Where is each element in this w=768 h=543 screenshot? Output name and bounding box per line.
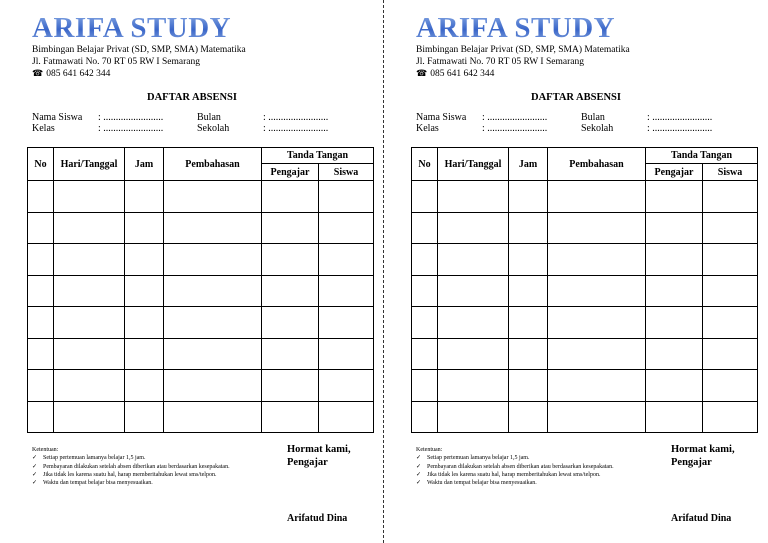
table-row: [28, 212, 374, 244]
table-cell: [54, 244, 125, 276]
table-cell: [54, 338, 125, 370]
table-cell: [703, 370, 758, 402]
table-row: [412, 212, 758, 244]
table-cell: [262, 212, 319, 244]
table-cell: [319, 370, 374, 402]
phone-number: 085 641 642 344: [46, 69, 111, 79]
table-cell: [125, 244, 164, 276]
table-cell: [262, 338, 319, 370]
table-cell: [319, 181, 374, 213]
signature-name: Arifatud Dina: [287, 513, 348, 524]
col-header-jam: Jam: [125, 148, 164, 181]
field-blank: : ........................: [482, 123, 548, 134]
table-cell: [412, 370, 438, 402]
table-row: [412, 275, 758, 307]
table-cell: [509, 212, 548, 244]
table-cell: [54, 370, 125, 402]
col-header-pengajar: Pengajar: [646, 164, 703, 181]
table-cell: [703, 181, 758, 213]
checkmark-icon: ✓: [416, 471, 422, 478]
table-cell: [412, 307, 438, 339]
field-label: Kelas: [32, 123, 55, 134]
table-body: [28, 181, 374, 433]
table-cell: [28, 181, 54, 213]
field-blank: : ........................: [647, 123, 713, 134]
field-blank: : ........................: [482, 112, 548, 123]
table-cell: [438, 307, 509, 339]
closing-block: [671, 443, 735, 469]
table-cell: [125, 212, 164, 244]
table-cell: [646, 212, 703, 244]
table-cell: [164, 401, 262, 433]
closing-role: Pengajar: [671, 457, 712, 468]
table-cell: [548, 275, 646, 307]
table-cell: [509, 370, 548, 402]
signature-name: Arifatud Dina: [671, 513, 732, 524]
checkmark-icon: ✓: [416, 455, 422, 462]
table-cell: [54, 275, 125, 307]
table-row: [28, 275, 374, 307]
table-row: [28, 370, 374, 402]
telephone-icon: ☎: [416, 68, 428, 78]
table-cell: [319, 244, 374, 276]
table-cell: [28, 401, 54, 433]
field-blank: : ........................: [98, 112, 164, 123]
table-row: [412, 370, 758, 402]
closing-role: Pengajar: [287, 457, 328, 468]
table-cell: [125, 181, 164, 213]
phone-number: 085 641 642 344: [430, 69, 495, 79]
table-cell: [438, 338, 509, 370]
table-cell: [548, 181, 646, 213]
table-cell: [164, 181, 262, 213]
col-header-no: No: [28, 148, 54, 181]
table-cell: [703, 212, 758, 244]
note-item: ✓ Waktu dan tempat belajar bisa menyesuaikan.: [32, 480, 153, 487]
col-header-pembahasan: Pembahasan: [548, 148, 646, 181]
field-blank: : ........................: [647, 112, 713, 123]
closing-greeting: Hormat kami,: [287, 444, 351, 455]
note-item: ✓ Setiap pertemuan lamanya belajar 1,5 jam.: [416, 455, 530, 462]
table-cell: [438, 401, 509, 433]
table-row: [28, 401, 374, 433]
col-header-pembahasan: Pembahasan: [164, 148, 262, 181]
table-cell: [125, 307, 164, 339]
table-cell: [646, 338, 703, 370]
note-item: ✓ Jika tidak les karena suatu hal, harap memberitahukan lewat sms/telpon.: [416, 471, 601, 478]
attendance-table: [27, 147, 374, 433]
table-cell: [703, 244, 758, 276]
field-label: Nama Siswa: [32, 112, 83, 123]
table-cell: [412, 181, 438, 213]
field-label: Sekolah: [197, 123, 230, 134]
telephone-icon: ☎: [32, 68, 44, 78]
phone-line: [32, 68, 110, 80]
closing-greeting: Hormat kami,: [671, 444, 735, 455]
field-label: Bulan: [197, 112, 221, 123]
table-cell: [262, 370, 319, 402]
table-cell: [412, 401, 438, 433]
field-blank: : ........................: [98, 123, 164, 134]
note-item: ✓ Waktu dan tempat belajar bisa menyesuaikan.: [416, 480, 537, 487]
brand-title: ARIFA STUDY: [416, 12, 616, 44]
col-header-hari: Hari/Tanggal: [438, 148, 509, 181]
field-blank: : ........................: [263, 112, 329, 123]
table-cell: [412, 338, 438, 370]
table-cell: [438, 275, 509, 307]
field-sekolah: [197, 123, 328, 135]
table-cell: [125, 401, 164, 433]
table-cell: [548, 212, 646, 244]
table-row: [28, 307, 374, 339]
field-label: Bulan: [581, 112, 605, 123]
brand-title: ARIFA STUDY: [32, 12, 232, 44]
table-cell: [548, 401, 646, 433]
table-cell: [164, 338, 262, 370]
phone-line: [416, 68, 494, 80]
table-cell: [548, 307, 646, 339]
checkmark-icon: ✓: [32, 480, 38, 487]
table-row: [28, 244, 374, 276]
checkmark-icon: ✓: [32, 455, 38, 462]
table-cell: [548, 244, 646, 276]
table-cell: [28, 307, 54, 339]
table-cell: [438, 244, 509, 276]
note-item: ✓ Setiap pertemuan lamanya belajar 1,5 jam.: [32, 455, 146, 462]
table-cell: [262, 181, 319, 213]
checkmark-icon: ✓: [416, 463, 422, 470]
table-cell: [438, 370, 509, 402]
table-cell: [125, 370, 164, 402]
table-cell: [703, 275, 758, 307]
col-header-siswa: Siswa: [703, 164, 758, 181]
table-row: [412, 181, 758, 213]
table-cell: [262, 401, 319, 433]
subtitle: Bimbingan Belajar Privat (SD, SMP, SMA) Matematika: [416, 45, 630, 55]
table-cell: [28, 212, 54, 244]
notes-heading: Ketentuan:: [416, 447, 443, 453]
col-header-no: No: [412, 148, 438, 181]
table-cell: [703, 338, 758, 370]
field-kelas: [416, 123, 547, 135]
table-cell: [262, 244, 319, 276]
table-cell: [509, 275, 548, 307]
col-header-tanda-tangan: Tanda Tangan: [262, 148, 374, 164]
table-cell: [319, 275, 374, 307]
table-cell: [319, 338, 374, 370]
checkmark-icon: ✓: [32, 463, 38, 470]
table-cell: [548, 338, 646, 370]
table-cell: [54, 401, 125, 433]
table-body: [412, 181, 758, 433]
table-cell: [164, 275, 262, 307]
table-cell: [509, 401, 548, 433]
table-cell: [412, 275, 438, 307]
table-cell: [438, 212, 509, 244]
col-header-hari: Hari/Tanggal: [54, 148, 125, 181]
document-title: DAFTAR ABSENSI: [147, 92, 237, 103]
table-cell: [164, 244, 262, 276]
table-cell: [548, 370, 646, 402]
notes-block: [416, 446, 666, 487]
address: Jl. Fatmawati No. 70 RT 05 RW I Semarang: [416, 57, 584, 67]
table-cell: [412, 212, 438, 244]
table-cell: [28, 244, 54, 276]
table-cell: [509, 244, 548, 276]
attendance-sheet-right: [384, 0, 768, 543]
table-cell: [28, 275, 54, 307]
table-cell: [125, 275, 164, 307]
col-header-jam: Jam: [509, 148, 548, 181]
table-cell: [509, 307, 548, 339]
table-cell: [262, 275, 319, 307]
table-cell: [509, 338, 548, 370]
table-cell: [646, 181, 703, 213]
table-cell: [319, 212, 374, 244]
address: Jl. Fatmawati No. 70 RT 05 RW I Semarang: [32, 57, 200, 67]
note-item: ✓ Pembayaran dilakukan setelah absen diberikan atau berdasarkan kesepakatan.: [32, 463, 230, 470]
table-cell: [646, 401, 703, 433]
table-cell: [54, 307, 125, 339]
col-header-tanda-tangan: Tanda Tangan: [646, 148, 758, 164]
table-cell: [164, 307, 262, 339]
field-label: Kelas: [416, 123, 439, 134]
table-row: [412, 244, 758, 276]
checkmark-icon: ✓: [416, 480, 422, 487]
field-blank: : ........................: [263, 123, 329, 134]
table-cell: [319, 401, 374, 433]
table-cell: [646, 244, 703, 276]
table-cell: [28, 338, 54, 370]
table-row: [412, 338, 758, 370]
subtitle: Bimbingan Belajar Privat (SD, SMP, SMA) Matematika: [32, 45, 246, 55]
field-kelas: [32, 123, 163, 135]
table-cell: [646, 275, 703, 307]
table-cell: [412, 244, 438, 276]
table-cell: [509, 181, 548, 213]
note-item: ✓ Jika tidak les karena suatu hal, harap memberitahukan lewat sms/telpon.: [32, 471, 217, 478]
table-cell: [319, 307, 374, 339]
field-label: Sekolah: [581, 123, 614, 134]
col-header-siswa: Siswa: [319, 164, 374, 181]
table-cell: [164, 370, 262, 402]
table-cell: [262, 307, 319, 339]
table-cell: [54, 181, 125, 213]
table-row: [412, 401, 758, 433]
table-cell: [438, 181, 509, 213]
col-header-pengajar: Pengajar: [262, 164, 319, 181]
table-cell: [28, 370, 54, 402]
attendance-table: [411, 147, 758, 433]
table-row: [412, 307, 758, 339]
table-row: [28, 338, 374, 370]
table-cell: [125, 338, 164, 370]
notes-heading: Ketentuan:: [32, 447, 59, 453]
table-cell: [646, 370, 703, 402]
field-label: Nama Siswa: [416, 112, 467, 123]
field-sekolah: [581, 123, 712, 135]
note-item: ✓ Pembayaran dilakukan setelah absen diberikan atau berdasarkan kesepakatan.: [416, 463, 614, 470]
closing-block: [287, 443, 351, 469]
table-cell: [703, 307, 758, 339]
table-cell: [164, 212, 262, 244]
table-row: [28, 181, 374, 213]
table-cell: [54, 212, 125, 244]
document-title: DAFTAR ABSENSI: [531, 92, 621, 103]
table-cell: [646, 307, 703, 339]
notes-block: [32, 446, 282, 487]
checkmark-icon: ✓: [32, 471, 38, 478]
table-cell: [703, 401, 758, 433]
